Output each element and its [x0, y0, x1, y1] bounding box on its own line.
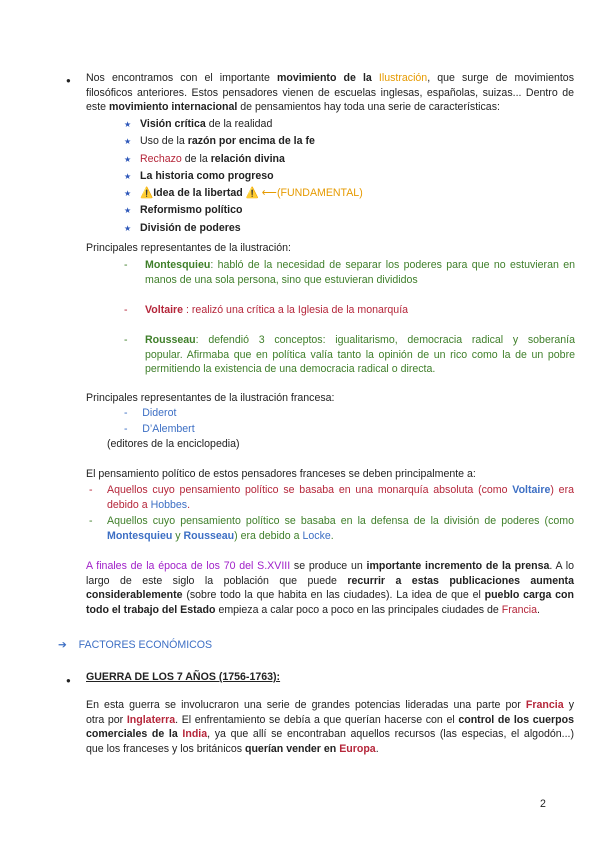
- warning-icon: ⚠️: [242, 187, 259, 200]
- list-item: ★ Uso de la razón por encima de la fe: [124, 135, 315, 148]
- list-item: ★ Rechazo de la relación divina: [124, 152, 285, 165]
- list-item: ★ Reformismo político: [124, 204, 243, 217]
- list-item: - Diderot: [124, 407, 177, 419]
- list-item: -: [89, 484, 93, 496]
- list-item: - D’Alembert: [124, 422, 195, 435]
- war-title: GUERRA DE LOS 7 AÑOS (1756-1763):: [86, 671, 281, 683]
- star-icon: ★: [124, 189, 132, 199]
- list-item: -: [124, 304, 128, 316]
- fundamental-note: ⟵(FUNDAMENTAL): [258, 187, 363, 200]
- characteristics-list: [124, 116, 363, 237]
- list-item: -: [124, 259, 128, 271]
- arrow-icon: ➔: [58, 639, 67, 651]
- star-icon: ★: [124, 137, 132, 147]
- star-icon: ★: [124, 171, 132, 181]
- french-note: (editores de la enciclopedia): [107, 438, 240, 450]
- list-item: ★ Visión crítica de la realidad: [124, 118, 273, 130]
- war-paragraph: En esta guerra se involucraron una serie de grandes potencias lideradas una parte por Francia y otra por Inglaterra. El enfrentamiento se debía a que querían hacerse con el control de los cuerpos comerciales de la India, ya que allí se encontraban aquellos recursos (las especias, el algodón...) que los franceses y los británicos querían vender en Europa.: [86, 699, 575, 755]
- political-entry-division: Aquellos cuyo pensamiento político se basaba en la defensa de la división de poderes (como Montesquieu y Rousseau) era debido a Locke.: [107, 515, 574, 542]
- french-heading: Principales representantes de la ilustración francesa:: [86, 392, 335, 404]
- rousseau-entry: Rousseau: defendió 3 conceptos: igualitarismo, democracia radical y soberanía popular. Afirmaba que en política valía tanto la opinión de un rico como la de un pobre permitiendo la existencia de una democracia radical o directa.: [145, 334, 575, 376]
- french-list: [124, 406, 195, 437]
- star-icon: ★: [124, 120, 132, 129]
- representatives-heading: Principales representantes de la ilustración:: [86, 242, 291, 254]
- press-paragraph: A finales de la época de los 70 del S.XVIII se produce un importante incremento de la prensa. A lo largo de este siglo la población que puede recurrir a estas publicaciones aumenta considerablemente (sobre todo la que habita en las ciudades). La idea de que el pueblo carga con todo el trabajo del Estado empieza a calar poco a poco en las principales ciudades de Francia.: [86, 560, 575, 616]
- page-number: 2: [540, 798, 546, 810]
- list-item: ★ ⚠️Idea de la libertad ⚠️ ⟵(FUNDAMENTAL): [124, 187, 363, 200]
- star-icon: ★: [124, 154, 132, 164]
- war-bullet: ●: [66, 676, 71, 685]
- list-item: ★ División de poderes: [124, 221, 241, 234]
- list-item: ★ La historia como progreso: [124, 169, 274, 182]
- economic-heading: ➔ FACTORES ECONÓMICOS: [58, 639, 213, 651]
- ilustracion-highlight: Ilustración: [378, 72, 428, 84]
- intro-bullet: ●: [66, 76, 71, 85]
- list-item: -: [124, 334, 128, 346]
- voltaire-entry: Voltaire : realizó una crítica a la Iglesia de la monarquía: [145, 304, 409, 316]
- star-icon: ★: [124, 223, 132, 233]
- montesquieu-entry: Montesquieu: habló de la necesidad de separar los poderes para que no estuvieran en manos de una sola persona, sino que estuvieran divididos: [145, 259, 575, 286]
- political-heading: El pensamiento político de estos pensadores franceses se deben principalmente a:: [86, 468, 476, 480]
- star-icon: ★: [124, 206, 132, 216]
- intro-paragraph: Nos encontramos con el importante movimiento de la Ilustración, que surge de movimientos filosóficos anteriores. Estos pensadores vienen de escuelas inglesas, españolas, suizas... Dentro de este movimiento internacional de pensamientos hay toda una serie de características:: [86, 72, 574, 114]
- warning-icon: ⚠️: [140, 187, 154, 200]
- list-item: -: [89, 515, 93, 527]
- political-entry-absolute: Aquellos cuyo pensamiento político se basaba en una monarquía absoluta (como Voltaire) era debido a Hobbes.: [107, 484, 574, 511]
